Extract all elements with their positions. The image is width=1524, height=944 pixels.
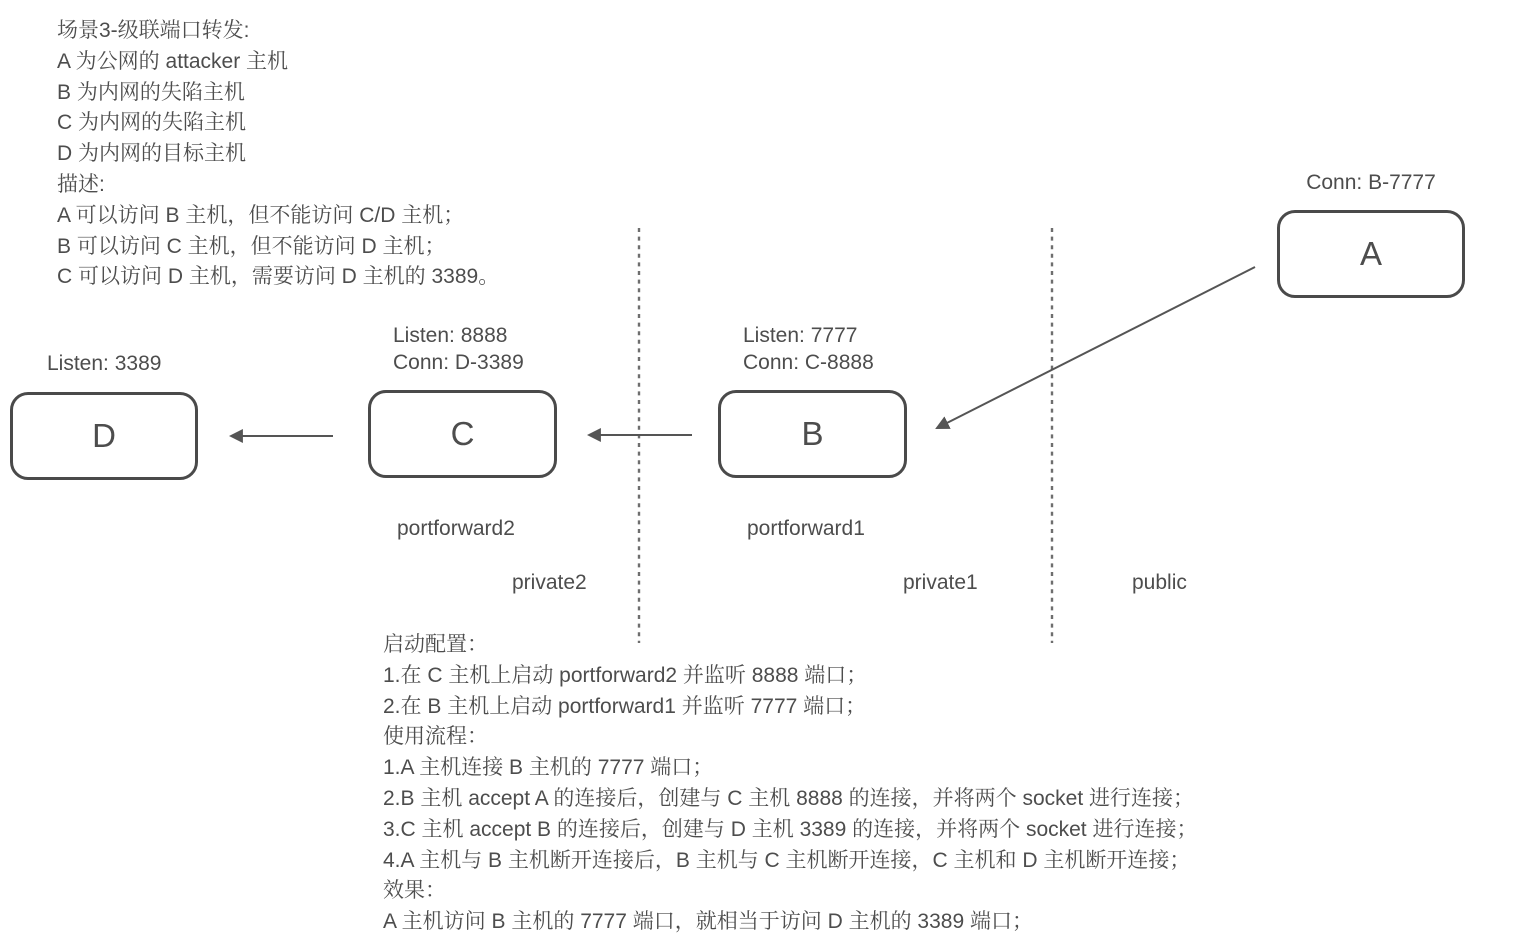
notes-line: 1.在 C 主机上启动 portforward2 并监听 8888 端口； xyxy=(383,663,868,687)
notes-line: 4.A 主机与 B 主机断开连接后，B 主机与 C 主机断开连接，C 主机和 D 主机断开连接； xyxy=(383,848,1191,872)
intro-line: B 为内网的失陷主机 xyxy=(57,80,245,104)
intro-line: B 可以访问 C 主机，但不能访问 D 主机； xyxy=(57,234,446,258)
node-c-caption: portforward2 xyxy=(397,517,515,540)
conn-label: Conn: D-3389 xyxy=(393,351,524,374)
intro-line: 场景3-级联端口转发: xyxy=(57,19,250,42)
zone-label-public: public xyxy=(1132,571,1187,594)
notes-line: 启动配置： xyxy=(383,633,488,656)
intro-line: C 为内网的失陷主机 xyxy=(57,111,246,135)
intro-line: A 为公网的 attacker 主机 xyxy=(57,49,289,73)
conn-label: Conn: B-7777 xyxy=(1306,171,1436,194)
intro-line: C 可以访问 D 主机，需要访问 D 主机的 3389。 xyxy=(57,265,500,289)
node-a-label: A xyxy=(1359,235,1382,272)
zone-label-private2: private2 xyxy=(512,571,587,594)
conn-label: Conn: C-8888 xyxy=(743,351,874,374)
node-a-connection-label xyxy=(1277,169,1465,196)
notes-line: 3.C 主机 accept B 的连接后，创建与 D 主机 3389 的连接，并将两个 socket 进行连接； xyxy=(383,817,1198,841)
config-usage-notes xyxy=(383,630,1197,938)
notes-line: A 主机访问 B 主机的 7777 端口，就相当于访问 D 主机的 3389 端口； xyxy=(383,910,1033,934)
node-b-port-labels xyxy=(743,322,874,376)
notes-line: 效果： xyxy=(383,879,446,903)
scenario-description xyxy=(57,16,499,293)
zone-label-private1: private1 xyxy=(903,571,978,594)
intro-line: 描述: xyxy=(57,172,105,196)
node-c-port-labels xyxy=(393,322,524,376)
notes-line: 2.B 主机 accept A 的连接后，创建与 C 主机 8888 的连接，并将两个 socket 进行连接； xyxy=(383,786,1194,810)
notes-line: 2.在 B 主机上启动 portforward1 并监听 7777 端口； xyxy=(383,694,867,718)
arrow-a-to-b xyxy=(937,267,1255,428)
node-d-box xyxy=(10,392,198,480)
intro-line: D 为内网的目标主机 xyxy=(57,142,246,166)
listen-label: Listen: 3389 xyxy=(47,352,162,375)
node-a-box xyxy=(1277,210,1465,298)
node-c-label: C xyxy=(450,415,475,452)
notes-line: 使用流程： xyxy=(383,725,488,749)
listen-label: Listen: 8888 xyxy=(393,324,508,347)
listen-label: Listen: 7777 xyxy=(743,324,858,347)
node-d-port-label xyxy=(47,350,161,377)
node-b-label: B xyxy=(801,415,824,452)
node-c-box xyxy=(368,390,557,478)
intro-line: A 可以访问 B 主机，但不能访问 C/D 主机； xyxy=(57,203,465,227)
node-b-box xyxy=(718,390,907,478)
notes-line: 1.A 主机连接 B 主机的 7777 端口； xyxy=(383,756,714,780)
node-b-caption: portforward1 xyxy=(747,517,865,540)
node-d-label: D xyxy=(92,417,116,454)
